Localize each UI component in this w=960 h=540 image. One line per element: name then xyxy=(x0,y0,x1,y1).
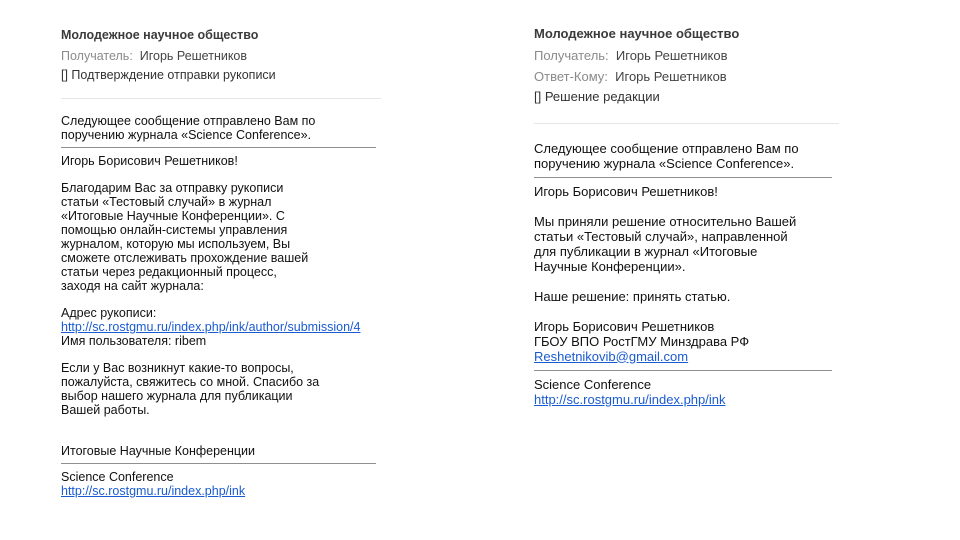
intro-line-1: Следующее сообщение отправлено Вам по xyxy=(534,140,799,156)
sender-name: Молодежное научное общество xyxy=(61,28,259,42)
email-subject: [] Решение редакции xyxy=(534,89,660,104)
recipient-value: Игорь Решетников xyxy=(139,49,248,63)
manuscript-address-label: Адрес рукописи: xyxy=(61,306,157,320)
sender-name: Молодежное научное общество xyxy=(534,26,740,41)
email-body xyxy=(534,141,839,407)
header-divider xyxy=(534,123,839,124)
paragraph-line: статьи «Тестовый случай» в журнал xyxy=(61,195,272,209)
recipient-label: Получатель: xyxy=(61,49,133,63)
reply-to-value: Игорь Решетников xyxy=(615,68,727,84)
signature-email-link[interactable]: Reshetnikovib@gmail.com xyxy=(534,348,689,364)
intro-divider xyxy=(534,177,832,178)
paragraph-line: Научные Конференции». xyxy=(534,258,686,274)
footer-journal-link[interactable]: http://sc.rostgmu.ru/index.php/ink xyxy=(61,484,246,498)
greeting: Игорь Борисович Решетников! xyxy=(534,183,718,199)
footer-divider xyxy=(61,463,376,464)
decision-line: Наше решение: принять статью. xyxy=(534,288,731,304)
paragraph-line: «Итоговые Научные Конференции». С xyxy=(61,209,285,223)
email-subject: [] Подтверждение отправки рукописи xyxy=(61,68,276,82)
paragraph-line: журналом, которую мы используем, Вы xyxy=(61,237,291,251)
intro-line-2: поручению журнала «Science Conference». xyxy=(534,155,795,171)
email-editorial-decision xyxy=(534,26,839,407)
paragraph-line: Вашей работы. xyxy=(61,403,150,417)
paragraph-line: помощью онлайн-системы управления xyxy=(61,223,288,237)
recipient-row xyxy=(61,47,381,66)
username-line: Имя пользователя: ribem xyxy=(61,334,207,348)
paragraph-line: заходя на сайт журнала: xyxy=(61,279,204,293)
greeting: Игорь Борисович Решетников! xyxy=(61,154,238,168)
paragraph-line: для публикации в журнал «Итоговые xyxy=(534,243,758,259)
email-submission-confirmation xyxy=(61,27,381,498)
signature-organization: ГБОУ ВПО РостГМУ Минздрава РФ xyxy=(534,333,750,349)
recipient-value: Игорь Решетников xyxy=(615,48,728,63)
recipient-row xyxy=(534,46,839,67)
manuscript-address-link[interactable]: http://sc.rostgmu.ru/index.php/ink/author/submission/4 xyxy=(61,320,361,334)
email-body xyxy=(61,114,381,498)
recipient-label: Получатель: xyxy=(534,48,609,63)
footer-journal-name: Science Conference xyxy=(534,376,652,392)
footer-journal-name: Science Conference xyxy=(61,470,174,484)
intro-line-1: Следующее сообщение отправлено Вам по xyxy=(61,114,316,128)
reply-to-label: Ответ-Кому: xyxy=(534,68,608,84)
paragraph-line: выбор нашего журнала для публикации xyxy=(61,389,293,403)
reply-to-row xyxy=(534,67,839,88)
header-divider xyxy=(61,98,381,99)
footer-journal-link[interactable]: http://sc.rostgmu.ru/index.php/ink xyxy=(534,391,726,407)
paragraph-line: статьи «Тестовый случай», направленной xyxy=(534,228,788,244)
signature-name: Игорь Борисович Решетников xyxy=(534,318,715,334)
paragraph-line: Благодарим Вас за отправку рукописи xyxy=(61,181,284,195)
signature: Итоговые Научные Конференции xyxy=(61,444,256,458)
paragraph-line: сможете отслеживать прохождение вашей xyxy=(61,251,309,265)
paragraph-line: пожалуйста, свяжитесь со мной. Спасибо за xyxy=(61,375,320,389)
intro-line-2: поручению журнала «Science Conference». xyxy=(61,128,312,142)
intro-divider xyxy=(61,147,376,148)
paragraph-line: Мы приняли решение относительно Вашей xyxy=(534,213,797,229)
paragraph-line: статьи через редакционный процесс, xyxy=(61,265,277,279)
footer-divider xyxy=(534,370,832,371)
paragraph-line: Если у Вас возникнут какие-то вопросы, xyxy=(61,361,294,375)
